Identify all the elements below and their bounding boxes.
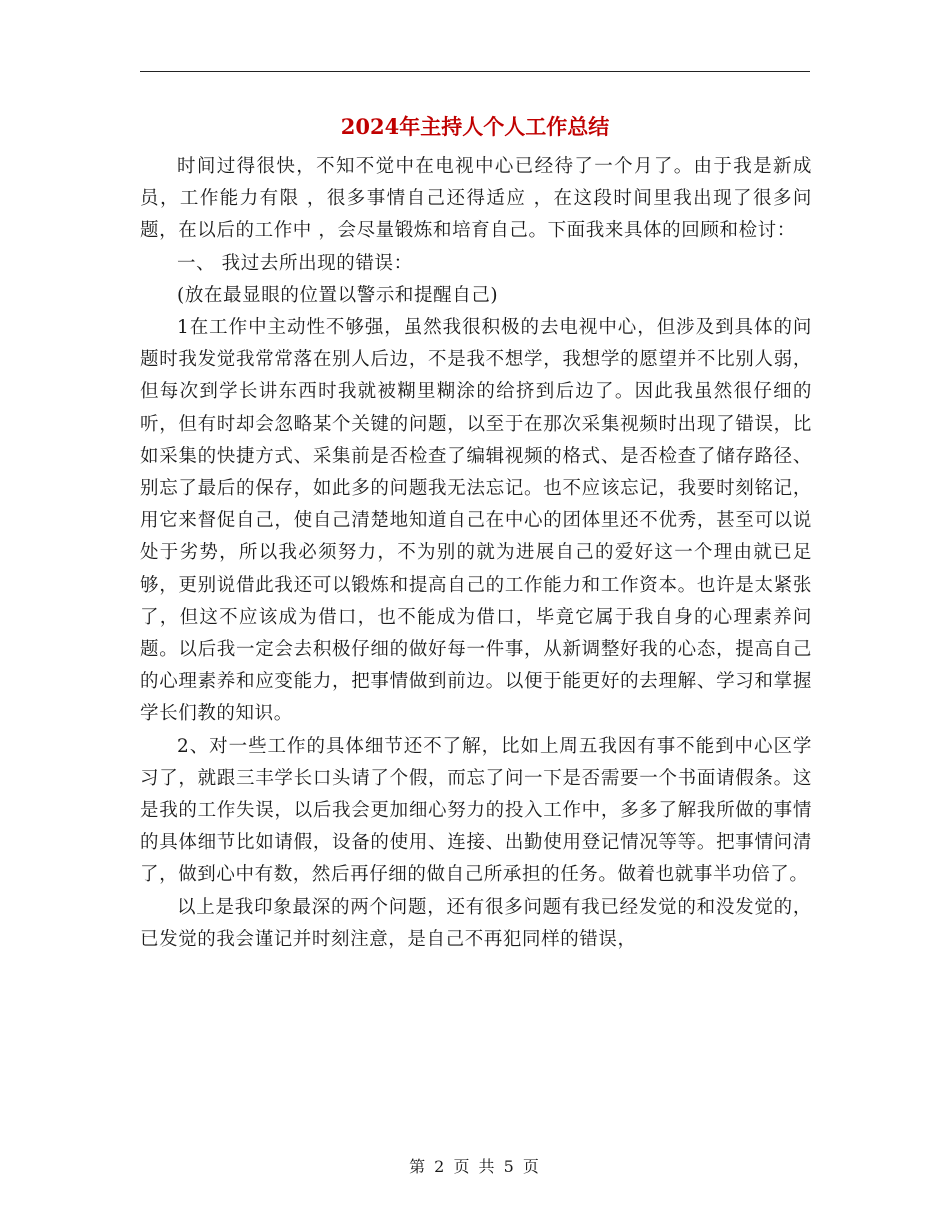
paragraph-item-2: 2、对一些工作的具体细节还不了解，比如上周五我因有事不能到中心区学习了，就跟三丰学长口头请了个假，而忘了问一下是否需要一个书面请假条。这是我的工作失误，以后我会更加细心努力的投入工作中，多多了解我所做的事情的具体细节比如请假，设备的使用、连接、出勤使用登记情况等等。把事情问清了，做到心中有数，然后再仔细的做自己所承担的任务。做着也就事半功倍了。: [140, 735, 812, 886]
document-body: [140, 151, 812, 956]
header-rule: [140, 71, 810, 72]
paragraph-closing: 以上是我印象最深的两个问题，还有很多问题有我已经发觉的和没发觉的，已发觉的我会谨记并时刻注意，是自己不再犯同样的错误，: [140, 896, 812, 950]
section-heading: 一、 我过去所出现的错误：: [177, 252, 413, 274]
paragraph-intro: 时间过得很快，不知不觉中在电视中心已经待了一个月了。由于我是新成员，工作能力有限 ，很多事情自己还得适应 ，在这段时间里我出现了很多问题，在以后的工作中 ，会尽量锻炼和培育自己。下面我来具体的回顾和检讨：: [140, 156, 812, 242]
section-note: (放在最显眼的位置以警示和提醒自己): [177, 284, 499, 306]
document-title: 2024年主持人个人工作总结: [340, 114, 610, 139]
paragraph-item-1: 1在工作中主动性不够强，虽然我很积极的去电视中心，但涉及到具体的问题时我发觉我常常落在别人后边，不是我不想学，我想学的愿望并不比别人弱，但每次到学长讲东西时我就被糊里糊涂的给挤到后边了。因此我虽然很仔细的听，但有时却会忽略某个关键的问题，以至于在那次采集视频时出现了错误，比如采集的快捷方式、采集前是否检查了编辑视频的格式、是否检查了储存路径、别忘了最后的保存，如此多的问题我无法忘记。也不应该忘记，我要时刻铭记，用它来督促自己，使自己清楚地知道自己在中心的团体里还不优秀，甚至可以说处于劣势，所以我必须努力，不为别的就为进展自己的爱好这一个理由就已足够，更别说借此我还可以锻炼和提高自己的工作能力和工作资本。也许是太紧张了，但这不应该成为借口，也不能成为借口，毕竟它属于我自身的心理素养问题。以后我一定会去积极仔细的做好每一件事，从新调整好我的心态，提高自己的心理素养和应变能力，把事情做到前边。以便于能更好的去理解、学习和掌握学长们教的知识。: [140, 317, 812, 725]
page-number: 第 2 页 共 5 页: [409, 1157, 541, 1176]
